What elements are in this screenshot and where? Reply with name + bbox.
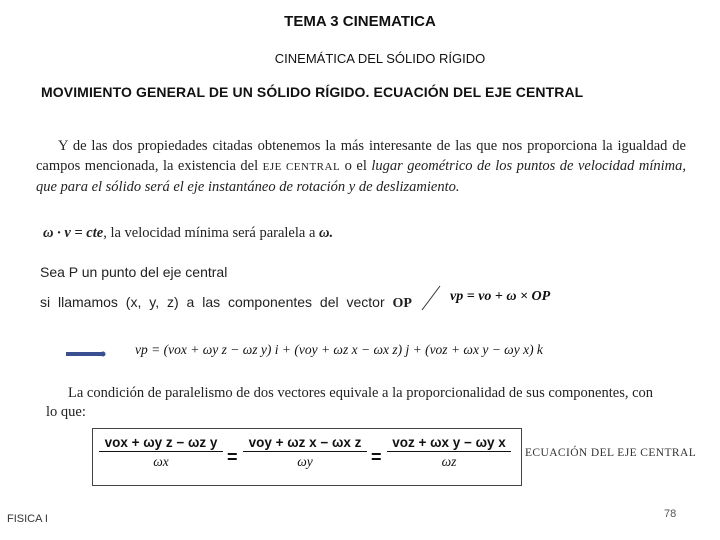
paragraph-italic: lugar geométrico de los puntos de velocidad mínima, que para el sólido será el eje instantáneo de rotación y de deslizamiento. — [36, 158, 686, 195]
paragraph-text-2: o el — [340, 158, 372, 174]
slide-title: TEMA 3 CINEMATICA — [284, 13, 436, 30]
arrow-right-icon — [66, 348, 106, 358]
paragraph-smallcaps: EJE CENTRAL — [262, 161, 341, 173]
slide-subtitle: CINEMÁTICA DEL SÓLIDO RÍGIDO — [274, 51, 486, 66]
omega-line-text: , la velocidad mínima será paralela a — [103, 225, 320, 241]
op-vector: OP — [392, 296, 412, 311]
fraction-x — [99, 435, 223, 470]
fraction-z — [387, 435, 511, 470]
section-heading: MOVIMIENTO GENERAL DE UN SÓLIDO RÍGIDO. ECUACIÓN DEL EJE CENTRAL — [41, 84, 584, 100]
fraction-y — [243, 435, 367, 470]
omega-end: ω. — [319, 225, 334, 241]
point-line: Sea P un punto del eje central — [40, 264, 228, 280]
components-text: si llamamos (x, y, z) a las componentes del vector — [40, 294, 385, 310]
central-axis-equation-box — [92, 428, 522, 486]
intro-paragraph — [36, 136, 686, 197]
equals-sign-1: = — [227, 447, 238, 467]
components-line — [40, 294, 412, 312]
paragraph-text-1: Y de las dos propiedades citadas obtenemos la más interesante de las que nos proporciona la igualdad de campos mencionada, la existencia del — [36, 138, 686, 174]
omega-line — [43, 225, 333, 242]
fraction-y-denominator: ωy — [297, 454, 313, 469]
condition-text: La condición de paralelismo de dos vectores equivale a la proporcionalidad de sus componentes, con lo que: — [46, 385, 654, 420]
vp-equation: vp = vo + ω × OP — [450, 289, 551, 304]
fraction-z-denominator: ωz — [441, 454, 457, 469]
equals-sign-2: = — [371, 447, 382, 467]
omega-dot-v: ω · v = cte — [43, 225, 104, 241]
course-name: FISICA I — [7, 513, 48, 525]
fraction-x-denominator: ωx — [153, 454, 169, 469]
condition-paragraph — [46, 384, 666, 422]
fraction-z-numerator: voz + ωx y − ωy x — [387, 435, 511, 452]
slash-divider — [420, 285, 442, 311]
fraction-y-numerator: voy + ωz x − ωx z — [243, 435, 367, 452]
fraction-x-numerator: vox + ωy z − ωz y — [99, 435, 223, 452]
equation-label: ECUACIÓN DEL EJE CENTRAL — [525, 447, 697, 459]
page-number: 78 — [664, 508, 677, 520]
vp-expanded-equation: vp = (vox + ωy z − ωz y) i + (voy + ωz x − ωx z) j + (voz + ωx y − ωy x) k — [135, 342, 543, 357]
